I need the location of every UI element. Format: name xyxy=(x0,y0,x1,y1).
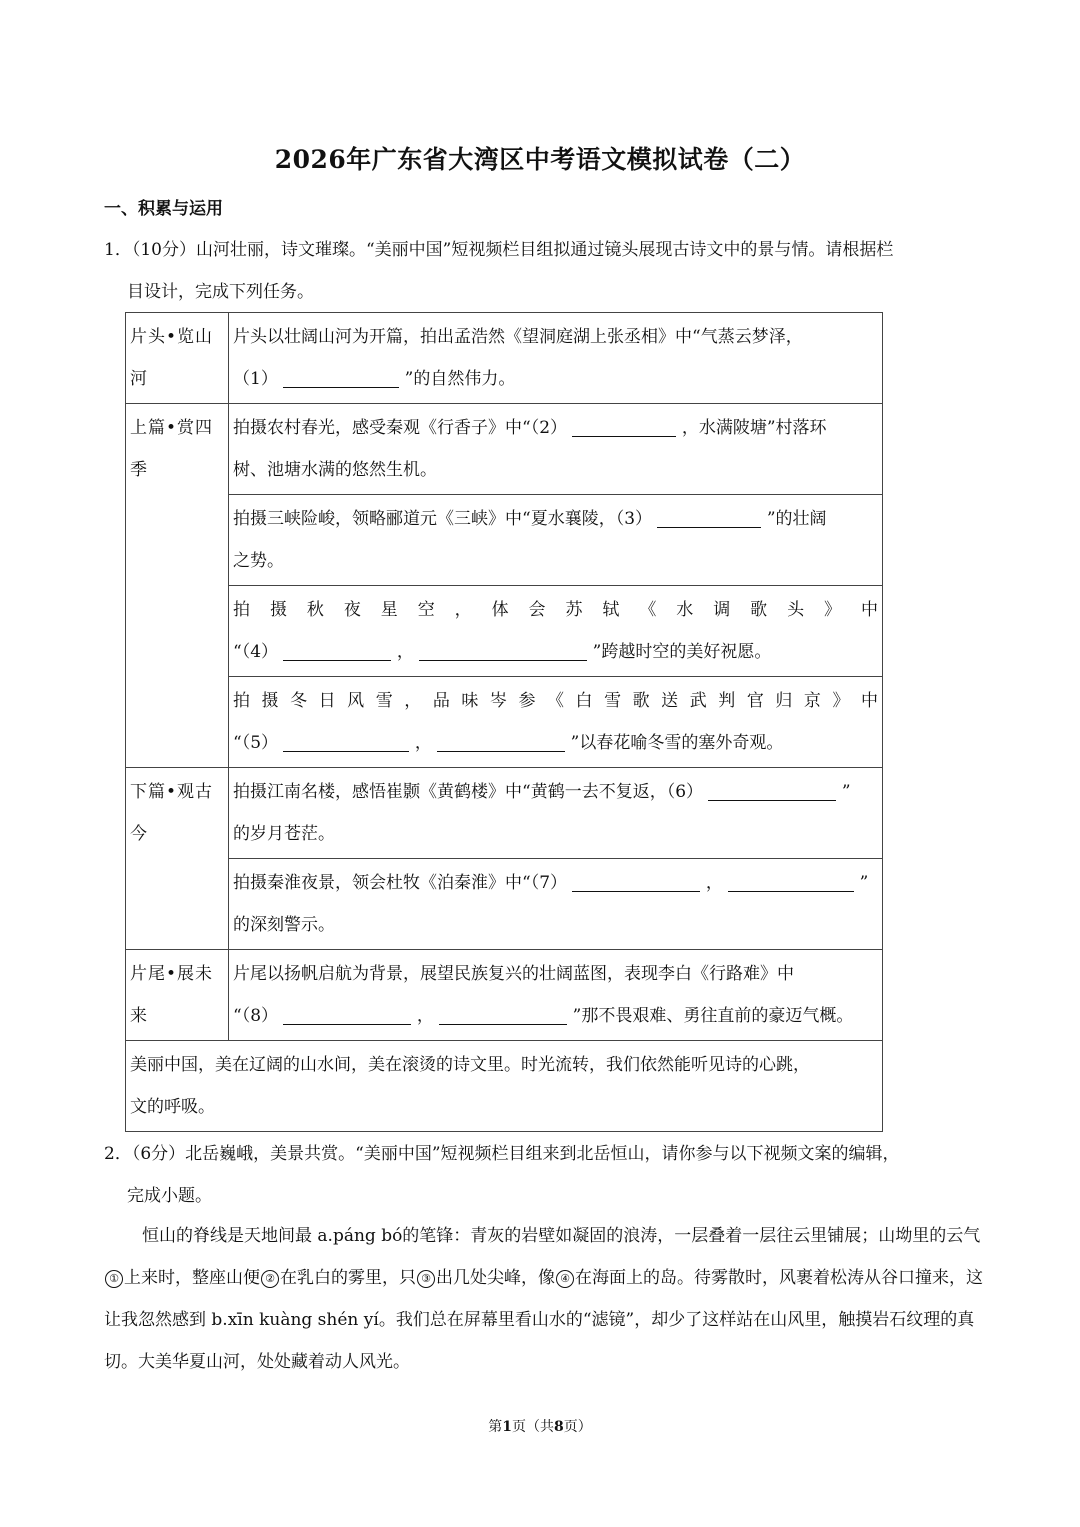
cell-text: 片尾以扬帆启航为背景，展望民族复兴的壮阔蓝图，表现李白《行路难》中 xyxy=(233,964,794,984)
table-cell xyxy=(229,313,883,404)
footer-text: 第 xyxy=(488,1419,503,1435)
answer-blank-1[interactable] xyxy=(283,365,399,388)
table-row xyxy=(126,1041,883,1132)
cell-text: 拍摄农村春光，感受秦观《行香子》中“（2） xyxy=(233,418,568,438)
page-footer xyxy=(0,1416,1080,1436)
answer-blank-7b[interactable] xyxy=(728,869,854,892)
row-label-ending: 片尾•展未来 xyxy=(126,950,229,1041)
circled-marker-3: ③ xyxy=(417,1270,435,1288)
table-row xyxy=(126,313,883,404)
passage-text: 上来时，整座山便 xyxy=(124,1268,260,1288)
question-1-line2: 目设计，完成下列任务。 xyxy=(127,282,314,302)
table-cell xyxy=(229,859,883,950)
cell-text: ”的壮阔 xyxy=(766,509,827,529)
cell-text: ”跨越时空的美好祝愿。 xyxy=(592,642,772,662)
answer-blank-4b[interactable] xyxy=(419,638,587,661)
cell-text: ”那不畏艰难、勇往直前的豪迈气概。 xyxy=(572,1006,854,1026)
cell-text: 之势。 xyxy=(233,551,284,571)
cell-text: ” xyxy=(841,782,851,802)
question-1-line1: 1．（10分）山河壮丽，诗文璀璨。“美丽中国”短视频栏目组拟通过镜头展现古诗文中的景与情。请根据栏 xyxy=(104,240,894,260)
answer-blank-8a[interactable] xyxy=(283,1002,411,1025)
row-label-part1: 上篇•赏四季 xyxy=(126,404,229,768)
table-cell xyxy=(229,950,883,1041)
row-label-part2: 下篇•观古今 xyxy=(126,768,229,950)
section-heading: 一、积累与运用 xyxy=(104,199,223,219)
question-1 xyxy=(104,229,984,313)
table-row xyxy=(126,495,883,586)
passage-paragraph xyxy=(104,1215,984,1383)
table-row xyxy=(126,586,883,677)
answer-blank-2[interactable] xyxy=(572,414,676,437)
cell-text: 的深刻警示。 xyxy=(233,915,335,935)
answer-blank-6[interactable] xyxy=(708,778,836,801)
table-row xyxy=(126,768,883,859)
cell-text: 拍摄江南名楼，感悟崔颢《黄鹤楼》中“黄鹤一去不复返，（6） xyxy=(233,782,704,802)
circled-marker-1: ① xyxy=(105,1270,123,1288)
cell-text: 的岁月苍茫。 xyxy=(233,824,335,844)
answer-blank-7a[interactable] xyxy=(572,869,700,892)
cell-text: ”以春花喻冬雪的塞外奇观。 xyxy=(570,733,784,753)
cell-text: ， xyxy=(396,642,414,662)
table-row xyxy=(126,404,883,495)
table-cell xyxy=(229,586,883,677)
question-2-line2: 完成小题。 xyxy=(127,1186,212,1206)
answer-blank-5a[interactable] xyxy=(283,729,409,752)
passage-text: 在海面上的岛。待雾散时，风裹着松涛从谷口撞来，这让我忽然感到 b.xīn kuàng shén yí。我们总在屏幕里看山水的“滤镜”，却少了这样站在山风里，触摸岩石纹理的真切。大美华夏山河，处处藏着动人风光。 xyxy=(104,1268,983,1372)
circled-marker-2: ② xyxy=(261,1270,279,1288)
page-number: 1 xyxy=(502,1419,512,1435)
cell-text: 文的呼吸。 xyxy=(130,1097,215,1117)
circled-marker-4: ④ xyxy=(556,1270,574,1288)
table-cell xyxy=(229,677,883,768)
cell-text: “（4） xyxy=(233,642,279,662)
passage-text: 出几处尖峰，像 xyxy=(436,1268,555,1288)
total-pages: 8 xyxy=(554,1419,564,1435)
cell-text: ” xyxy=(859,873,869,893)
cell-text: 拍摄三峡险峻，领略郦道元《三峡》中“夏水襄陵，（3） xyxy=(233,509,653,529)
cell-text: ，水满陂塘”村落环 xyxy=(681,418,827,438)
table-row xyxy=(126,950,883,1041)
table-cell xyxy=(229,768,883,859)
question-2 xyxy=(104,1133,984,1217)
cell-text: （1） xyxy=(233,369,278,389)
table-row xyxy=(126,677,883,768)
cell-text: 美丽中国，美在辽阔的山水间，美在滚烫的诗文里。时光流转，我们依然能听见诗的心跳， xyxy=(130,1055,810,1075)
cell-text: 拍摄冬日风雪，品味岑参《白雪歌送武判官归京》中 xyxy=(233,691,878,711)
cell-text: 拍摄秦淮夜景，领会杜牧《泊秦淮》中“（7） xyxy=(233,873,568,893)
answer-blank-4a[interactable] xyxy=(283,638,391,661)
table-cell xyxy=(229,404,883,495)
cell-text: 树、池塘水满的悠然生机。 xyxy=(233,460,437,480)
answer-blank-5b[interactable] xyxy=(437,729,565,752)
row-label-opening: 片头•览山河 xyxy=(126,313,229,404)
table-cell-closing xyxy=(126,1041,883,1132)
page-title: 2026年广东省大湾区中考语文模拟试卷（二） xyxy=(274,145,806,174)
cell-text: “（8） xyxy=(233,1006,279,1026)
answer-blank-8b[interactable] xyxy=(439,1002,567,1025)
table-row xyxy=(126,859,883,950)
cell-text: ”的自然伟力。 xyxy=(404,369,516,389)
footer-text: 页（共 xyxy=(512,1419,554,1435)
cell-text: “（5） xyxy=(233,733,279,753)
passage-text: 恒山的脊线是天地间最 a.páng bó的笔锋：青灰的岩壁如凝固的浪涛，一层叠着一层往云里铺展；山坳里的云气 xyxy=(142,1226,981,1246)
answer-blank-3[interactable] xyxy=(657,505,761,528)
passage-text: 在乳白的雾里，只 xyxy=(280,1268,416,1288)
cell-text: 片头以壮阔山河为开篇，拍出孟浩然《望洞庭湖上张丞相》中“气蒸云梦泽， xyxy=(233,327,803,347)
cell-text: ， xyxy=(416,1006,434,1026)
table-cell xyxy=(229,495,883,586)
cell-text: ， xyxy=(705,873,723,893)
task-table xyxy=(125,312,883,1132)
cell-text: 拍摄秋夜星空，体会苏轼《水调歌头》中 xyxy=(233,600,878,620)
footer-text: 页） xyxy=(563,1419,592,1435)
cell-text: ， xyxy=(414,733,432,753)
question-2-line1: 2．（6分）北岳巍峨，美景共赏。“美丽中国”短视频栏目组来到北岳恒山，请你参与以下视频文案的编辑， xyxy=(104,1144,900,1164)
